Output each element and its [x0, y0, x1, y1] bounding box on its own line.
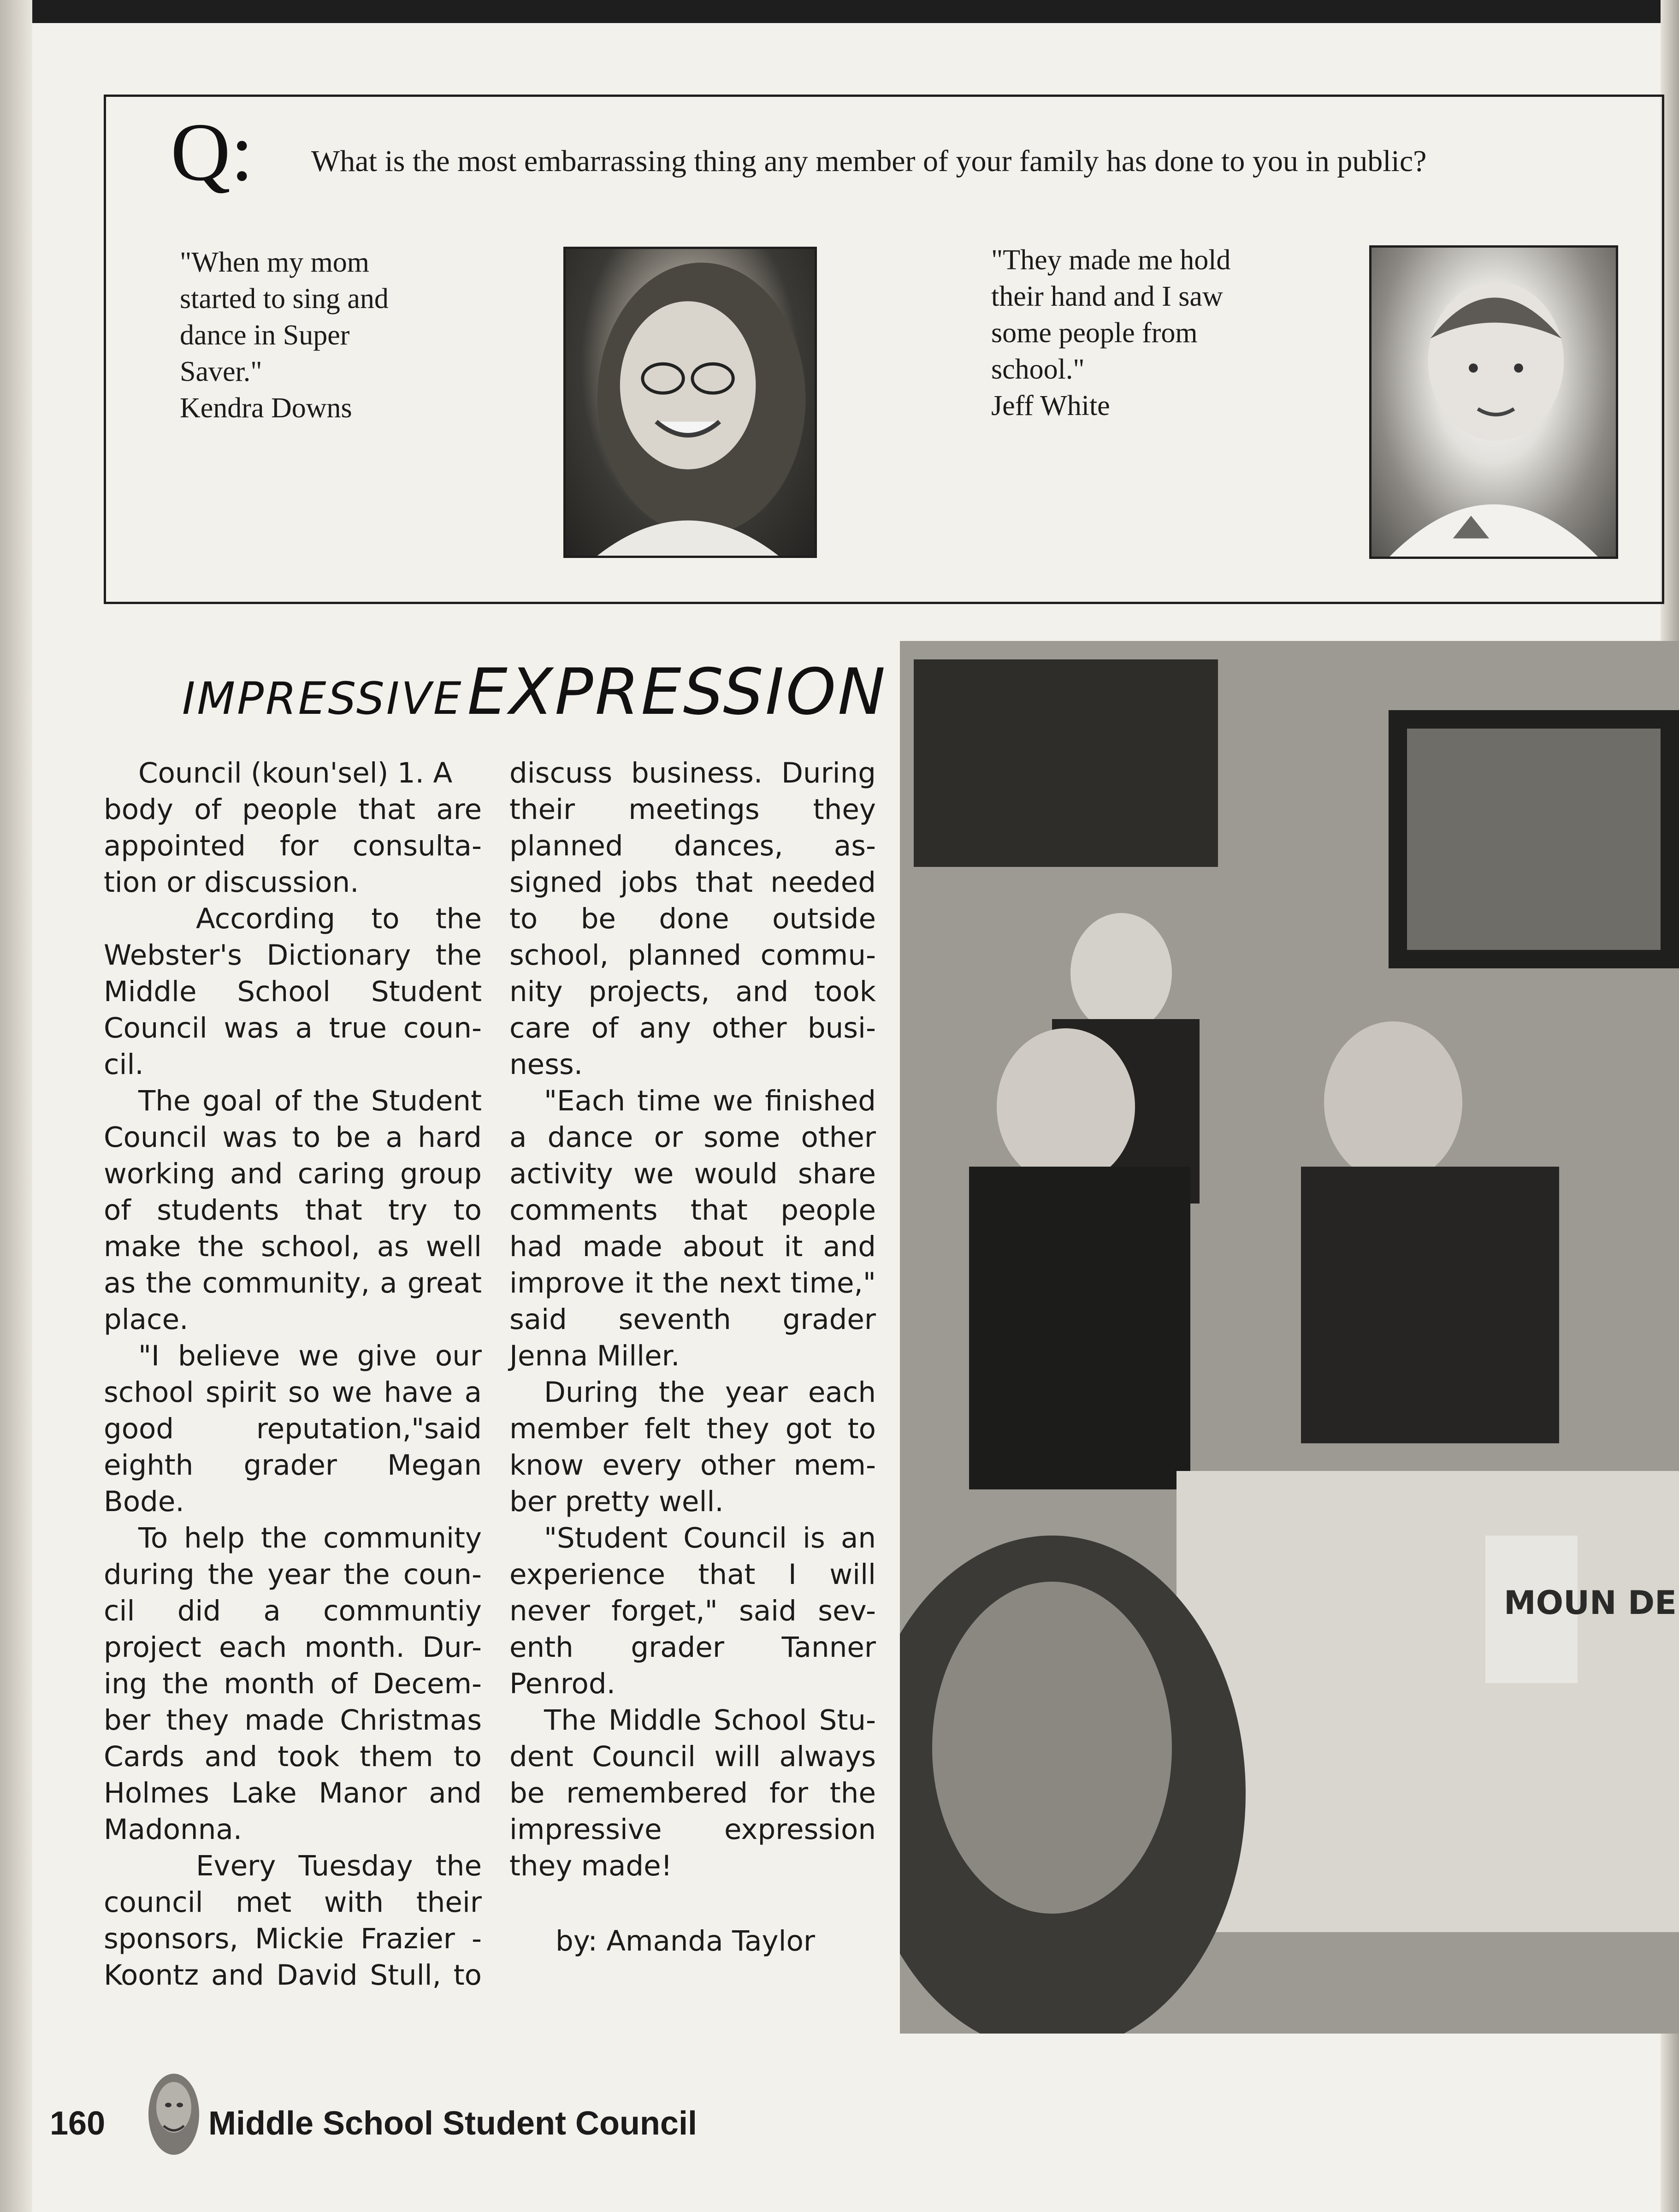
student-council-meeting-photo: [900, 641, 1679, 2034]
can-label: MOUN DE: [1504, 1584, 1677, 1622]
text-line: had made about it and: [509, 1230, 876, 1263]
text-line: The Middle School Stu-: [544, 1704, 876, 1737]
question-text: What is the most embarrassing thing any member of your family has done to you in public?: [311, 144, 1427, 178]
text-line: Madonna.: [104, 1813, 242, 1846]
text-line: to be done outside: [509, 902, 876, 935]
article-heading: [182, 655, 887, 729]
answer-name: Kendra Downs: [180, 392, 352, 424]
answer-jeff: [991, 242, 1314, 424]
text-line: discuss business. During: [509, 757, 876, 789]
text-line: Koontz and David Stull, to: [104, 1959, 482, 1992]
text-line: never forget," said sev-: [509, 1595, 876, 1627]
text-line: "I believe we give our: [138, 1340, 482, 1372]
text-line: ber they made Christmas: [104, 1704, 482, 1737]
text-line: The goal of the Student: [138, 1085, 482, 1117]
portrait-jeff-illustration: [1372, 248, 1616, 557]
text-line: cil did a communtiy: [104, 1595, 482, 1627]
section-title: Middle School Student Council: [208, 2105, 697, 2142]
text-line: sponsors, Mickie Frazier -: [104, 1922, 482, 1955]
text-line: cil.: [104, 1048, 144, 1081]
answer-line: "They made me hold: [991, 244, 1231, 276]
answer-name: Jeff White: [991, 390, 1110, 421]
text-line: tion or discussion.: [104, 866, 359, 899]
text-line: ness.: [509, 1048, 583, 1081]
text-line: a dance or some other: [509, 1121, 876, 1154]
answer-line: dance in Super: [180, 320, 350, 351]
text-line: Holmes Lake Manor and: [104, 1777, 482, 1809]
text-line: ing the month of Decem-: [104, 1667, 482, 1700]
text-line: ber pretty well.: [509, 1485, 724, 1518]
answer-line: "When my mom: [180, 247, 370, 278]
answer-line: some people from: [991, 317, 1198, 349]
text-line: improve it the next time,": [509, 1267, 876, 1299]
text-line: Penrod.: [509, 1667, 615, 1700]
text-line: member felt they got to: [509, 1412, 876, 1445]
text-line: eighth grader Megan: [104, 1449, 482, 1482]
text-line: school, planned commu-: [509, 939, 876, 972]
text-line: experience that I will: [509, 1558, 876, 1591]
text-line: they made!: [509, 1850, 673, 1882]
portrait-kendra-illustration: [566, 249, 815, 556]
article-column-1: [104, 755, 482, 1993]
text-line: "Student Council is an: [544, 1522, 876, 1554]
text-line: school spirit so we have a: [104, 1376, 482, 1409]
text-line: care of any other busi-: [509, 1012, 876, 1044]
text-line: project each month. Dur-: [104, 1631, 482, 1664]
text-line: Jenna Miller.: [509, 1340, 680, 1372]
answer-line: started to sing and: [180, 283, 389, 314]
text-line: Bode.: [104, 1485, 184, 1518]
portrait-jeff-white: [1369, 245, 1618, 559]
text-line: activity we would share: [509, 1157, 876, 1190]
q-letter: Q:: [171, 106, 254, 198]
text-line: impressive expression: [509, 1813, 876, 1846]
text-line: appointed for consulta-: [104, 830, 482, 862]
answer-kendra: [180, 244, 466, 427]
page-number: 160: [50, 2105, 106, 2142]
text-line: planned dances, as-: [509, 830, 876, 862]
meeting-photo-illustration: [900, 641, 1679, 2034]
heading-word-2: EXPRESSION: [467, 655, 887, 729]
text-line: Middle School Student: [104, 975, 482, 1008]
text-line: Council was a true coun-: [104, 1012, 482, 1044]
article-column-2: [509, 755, 876, 1884]
text-line: working and caring group: [104, 1157, 482, 1190]
text-line: know every other mem-: [509, 1449, 876, 1482]
answer-line: Saver.": [180, 356, 262, 387]
byline: by: Amanda Taylor: [556, 1925, 815, 1957]
text-line: make the school, as well: [104, 1230, 482, 1263]
text-line: Cards and took them to: [104, 1740, 482, 1773]
text-line: To help the community: [138, 1522, 482, 1554]
text-line: good reputation,"said: [104, 1412, 482, 1445]
text-line: dent Council will always: [509, 1740, 876, 1773]
text-line: as the community, a great: [104, 1267, 482, 1299]
text-line: during the year the coun-: [104, 1558, 482, 1591]
answer-line: school.": [991, 354, 1085, 385]
heading-word-1: IMPRESSIVE: [182, 673, 463, 724]
binding-spine: [0, 0, 32, 2212]
text-line: According to the: [196, 902, 482, 935]
mascot-logo-icon: [145, 2070, 203, 2158]
scan-top-edge: [0, 0, 1679, 23]
text-line: council met with their: [104, 1886, 482, 1919]
text-line: Webster's Dictionary the: [104, 939, 482, 972]
answer-line: their hand and I saw: [991, 281, 1223, 312]
text-line: nity projects, and took: [509, 975, 876, 1008]
text-line: said seventh grader: [509, 1303, 876, 1336]
text-line: signed jobs that needed: [509, 866, 876, 899]
text-line: "Each time we finished: [544, 1085, 876, 1117]
text-line: comments that people: [509, 1194, 876, 1227]
text-line: enth grader Tanner: [509, 1631, 876, 1664]
text-line: body of people that are: [104, 793, 482, 826]
text-line: place.: [104, 1303, 189, 1336]
portrait-kendra-downs: [563, 247, 817, 558]
mascot-logo: [145, 2070, 203, 2158]
text-line: be remembered for the: [509, 1777, 876, 1809]
text-line: During the year each: [544, 1376, 876, 1409]
text-line: Every Tuesday the: [196, 1850, 482, 1882]
text-line: Council (koun'sel) 1. A: [138, 757, 453, 789]
text-line: their meetings they: [509, 793, 876, 826]
text-line: Council was to be a hard: [104, 1121, 482, 1154]
text-line: of students that try to: [104, 1194, 482, 1227]
